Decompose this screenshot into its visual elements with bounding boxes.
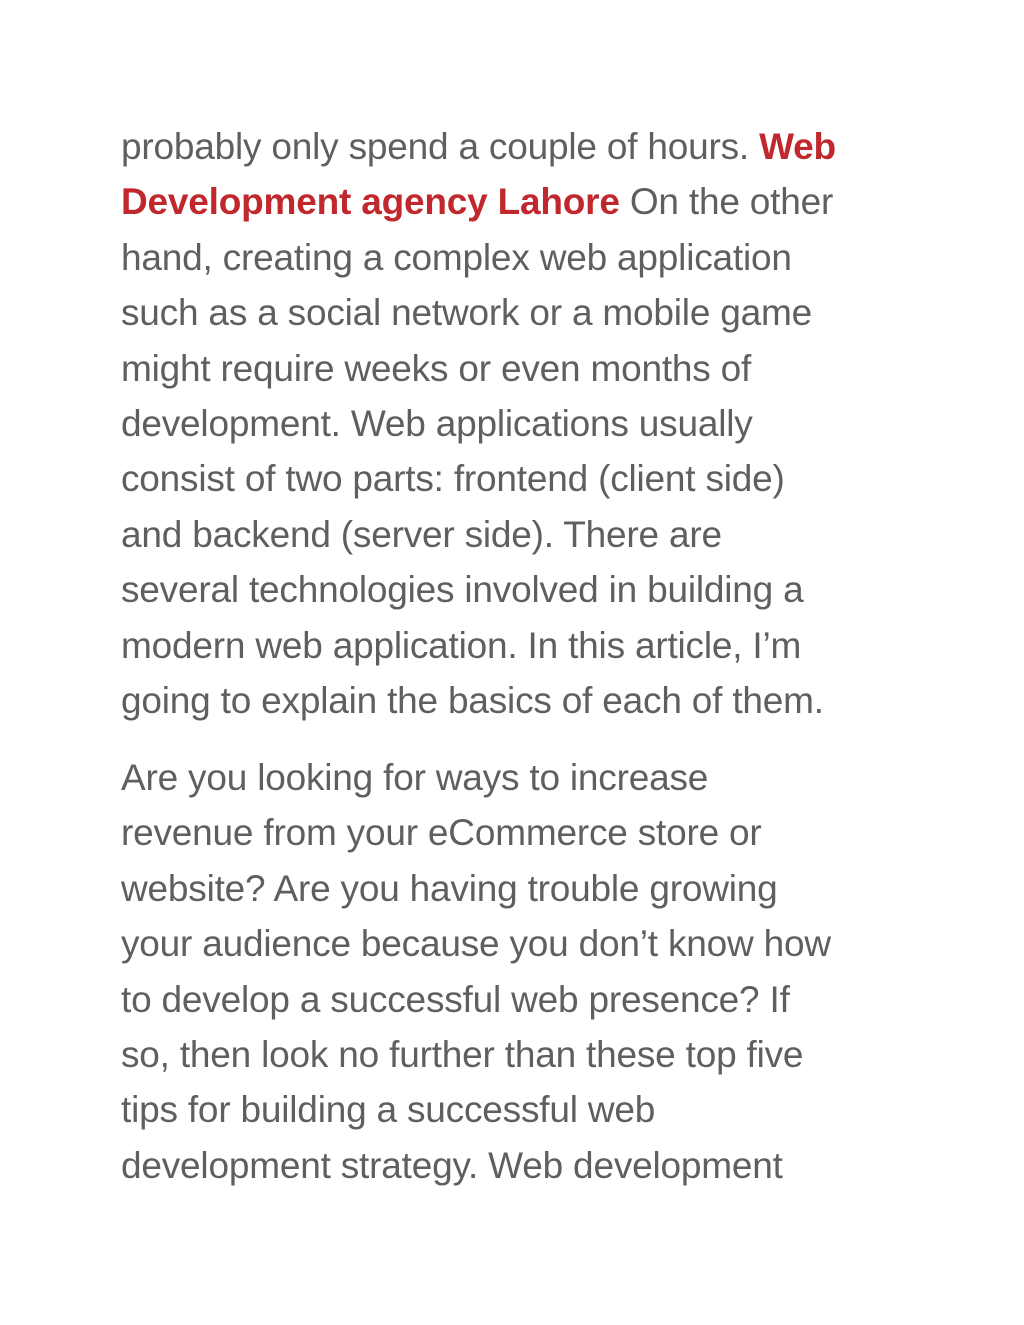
web-development-agency-link-continued[interactable] (121, 181, 620, 222)
paragraph-2 (121, 750, 911, 1193)
paragraph-line: modern web application. In this article, I’m (121, 624, 802, 666)
paragraph-line: and backend (server side). There are (121, 513, 722, 555)
paragraph-line (121, 174, 911, 229)
paragraph-line: your audience because you don’t know how (121, 923, 831, 965)
paragraph-1 (121, 119, 911, 728)
paragraph-line: might require weeks or even months of (121, 347, 752, 389)
paragraph-line (121, 119, 911, 174)
paragraph-line: consist of two parts: frontend (client side) (121, 458, 785, 500)
paragraph-line: revenue from your eCommerce store or (121, 812, 762, 854)
paragraph-line: hand, creating a complex web application (121, 236, 792, 278)
paragraph-line: so, then look no further than these top five (121, 1033, 804, 1075)
paragraph-line: several technologies involved in building a (121, 569, 804, 611)
web-development-agency-link[interactable] (759, 126, 836, 167)
link-text: Development agency Lahore (121, 181, 620, 223)
paragraph-line: such as a social network or a mobile game (121, 292, 813, 334)
paragraph-line: website? Are you having trouble growing (121, 867, 778, 909)
paragraph-line: Are you looking for ways to increase (121, 757, 709, 798)
paragraph-line: tips for building a successful web (121, 1089, 656, 1131)
paragraph-line: development. Web applications usually (121, 402, 753, 444)
paragraph-line: development strategy. Web development (121, 1144, 783, 1186)
link-text: Web (759, 126, 836, 167)
line-text: On the other (619, 181, 834, 223)
paragraph-line: going to explain the basics of each of them. (121, 679, 824, 721)
paragraph-line: to develop a successful web presence? If (121, 978, 790, 1020)
line-text: probably only spend a couple of hours. (121, 126, 760, 167)
